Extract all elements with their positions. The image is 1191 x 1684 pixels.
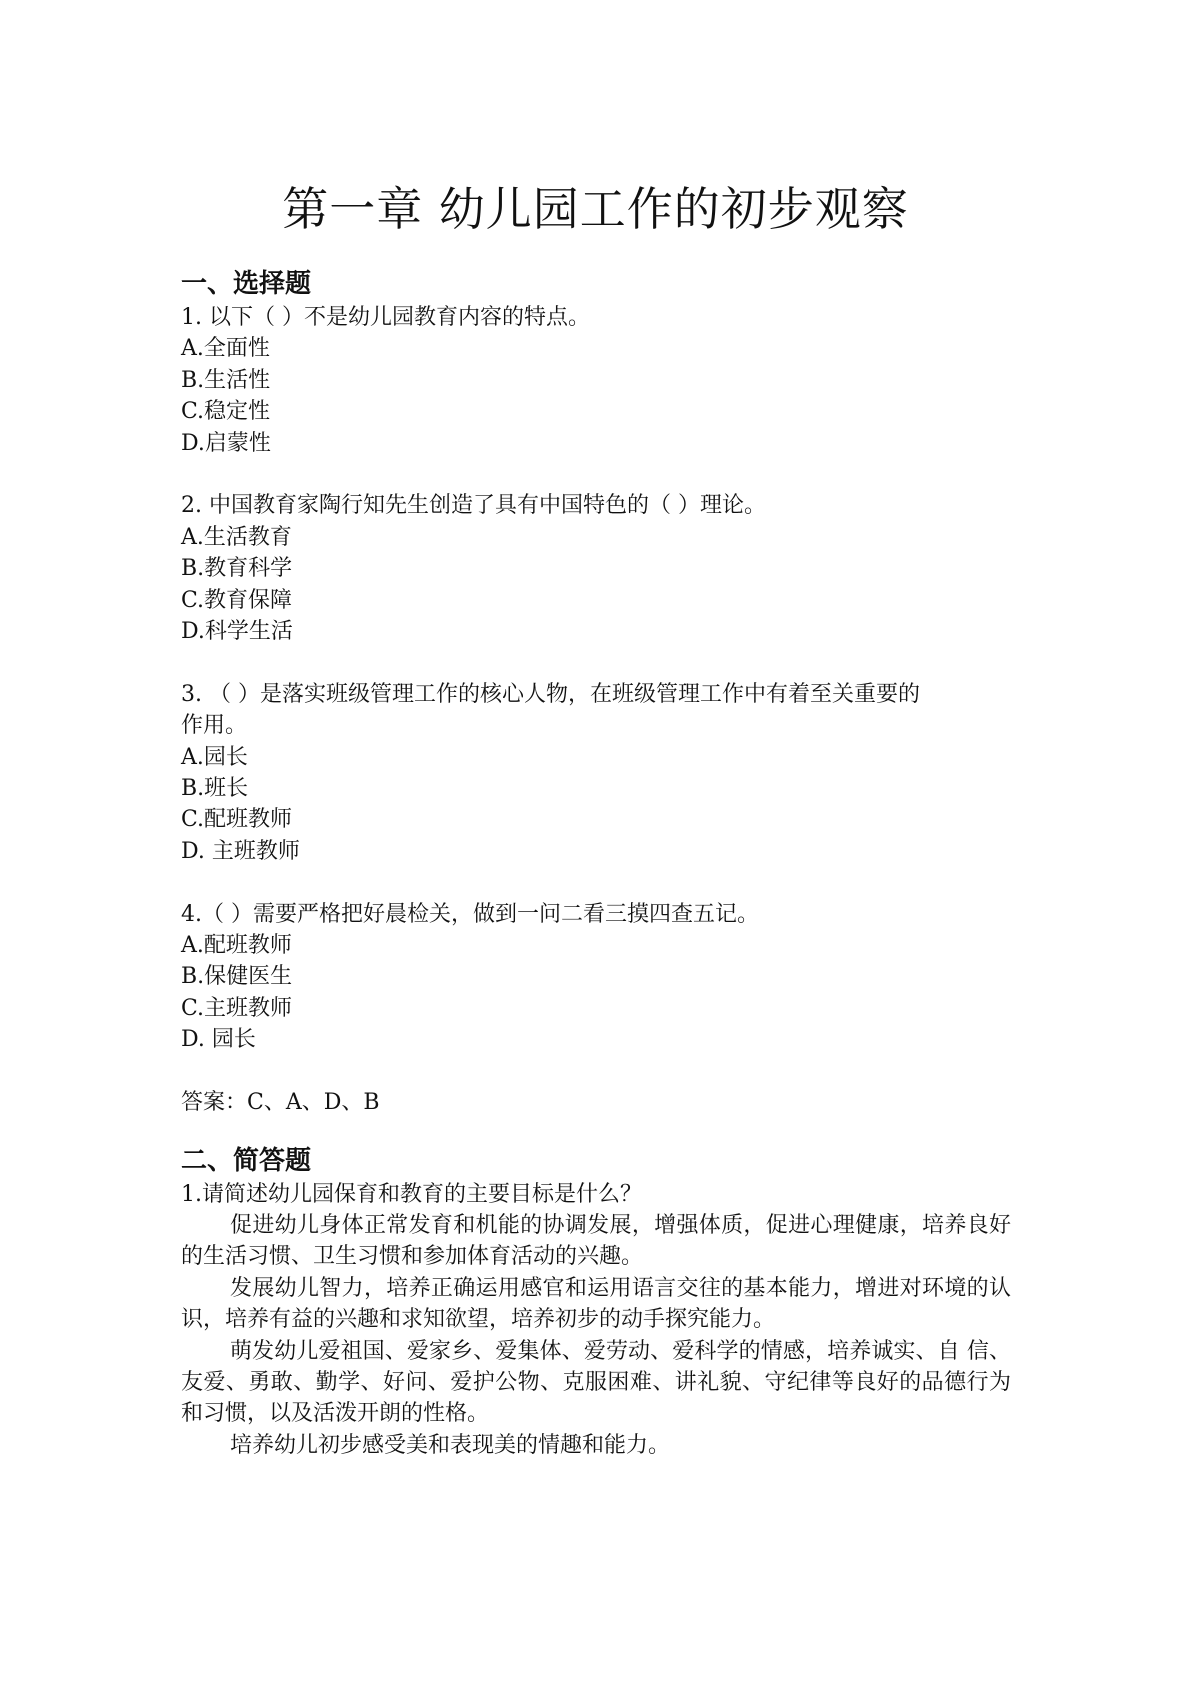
short-answer-question-1 (181, 1179, 1011, 1462)
option-b: B.教育科学 (181, 556, 293, 582)
question-stem: 3. （ ）是落实班级管理工作的核心人物，在班级管理工作中有着至关重要的 (181, 681, 920, 707)
option-a: A.园长 (181, 744, 248, 770)
spacer (181, 647, 1011, 678)
option-d: D.启蒙性 (181, 430, 271, 456)
option-d: D.科学生活 (181, 619, 293, 645)
option-a: A.配班教师 (181, 933, 292, 959)
question-stem: 4.（ ）需要严格把好晨检关，做到一问二看三摸四查五记。 (181, 901, 759, 927)
answer-paragraph-4: 培养幼儿初步感受美和表现美的情趣和能力。 (230, 1432, 671, 1458)
answer-paragraph-1: 促进幼儿身体正常发育和机能的协调发展，增强体质，促进心理健康，培养良好的生活习惯、卫生习惯和参加体育活动的兴趣。 (181, 1212, 1011, 1270)
question-3 (181, 679, 1011, 867)
option-a: A.全面性 (181, 336, 270, 362)
question-stem: 1.请简述幼儿园保育和教育的主要目标是什么？ (181, 1181, 642, 1207)
spacer (181, 1119, 1011, 1143)
page-title: 第一章 幼儿园工作的初步观察 (282, 181, 909, 236)
question-stem: 1. 以下（ ）不是幼儿园教育内容的特点。 (181, 305, 590, 330)
question-4 (181, 899, 1011, 1056)
option-c: C.稳定性 (181, 399, 271, 425)
answer-paragraph-3: 萌发幼儿爱祖国、爱家乡、爱集体、爱劳动、爱科学的情感，培养诚实、自 信、友爱、勇敢、勤学、好问、爱护公物、克服困难、讲礼貌、守纪律等良好的品德行为和习惯，以及活泼开朗的性格。 (181, 1338, 1011, 1427)
answer-paragraph-2: 发展幼儿智力，培养正确运用感官和运用语言交往的基本能力，增进对环境的认识，培养有益的兴趣和求知欲望，培养初步的动手探究能力。 (181, 1275, 1011, 1333)
section-heading-short-answer: 二、简答题 (181, 1145, 312, 1176)
question-stem-continued: 作用。 (181, 713, 248, 739)
option-b: B.生活性 (181, 367, 271, 393)
option-c: C.配班教师 (181, 807, 293, 833)
option-d: D. 主班教师 (181, 838, 300, 864)
question-stem: 2. 中国教育家陶行知先生创造了具有中国特色的（ ）理论。 (181, 493, 766, 519)
spacer (181, 867, 1011, 898)
question-1 (181, 302, 1011, 459)
answer-key: 答案：C、A、D、B (181, 1090, 380, 1116)
option-b: B.保健医生 (181, 964, 293, 990)
option-c: C.主班教师 (181, 995, 293, 1021)
section-heading-choice: 一、选择题 (181, 269, 312, 299)
option-c: C.教育保障 (181, 587, 293, 613)
question-2 (181, 490, 1011, 647)
option-d: D. 园长 (181, 1027, 256, 1053)
spacer (181, 459, 1011, 490)
document-body (181, 266, 1011, 1461)
spacer (181, 1056, 1011, 1087)
option-b: B.班长 (181, 776, 249, 802)
option-a: A.生活教育 (181, 524, 292, 550)
